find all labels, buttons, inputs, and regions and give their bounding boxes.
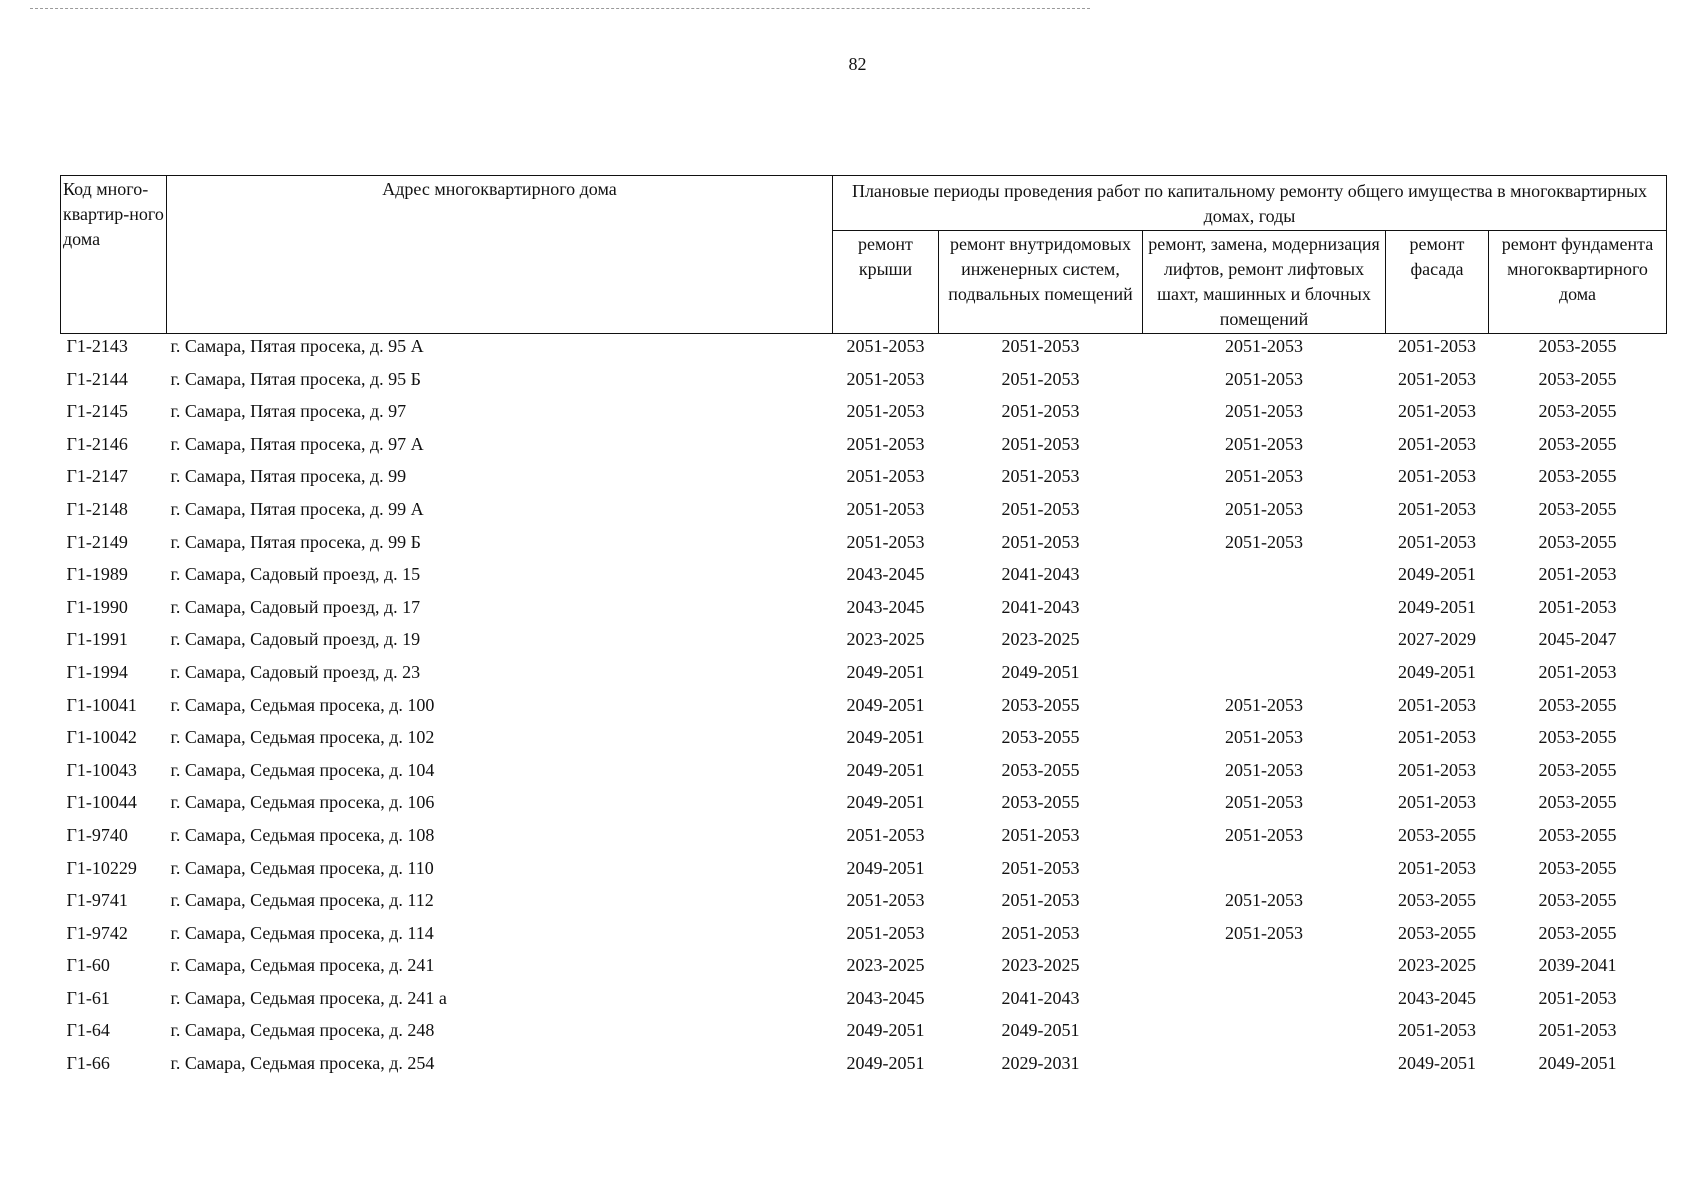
cell-address: г. Самара, Седьмая просека, д. 104 [170,759,435,780]
cell-roof: 2051-2053 [846,433,925,454]
cell-address: г. Самара, Пятая просека, д. 97 А [170,433,424,454]
cell-foundation: 2053-2055 [1538,466,1617,487]
cell-address: г. Самара, Пятая просека, д. 99 А [170,498,424,519]
table-row [61,466,1667,499]
table-row [61,434,1667,467]
cell-engineering: 2041-2043 [1001,596,1080,617]
cell-facade: 2027-2029 [1398,629,1476,650]
cell-address: г. Самара, Садовый проезд, д. 17 [170,596,421,617]
cell-elevators: 2051-2053 [1225,694,1303,715]
cell-foundation: 2053-2055 [1538,792,1617,813]
cell-address: г. Самара, Седьмая просека, д. 114 [170,922,434,943]
cell-engineering: 2051-2053 [1001,824,1080,845]
cell-facade: 2051-2053 [1398,694,1476,715]
cell-elevators: 2051-2053 [1225,368,1303,389]
cell-engineering: 2051-2053 [1001,368,1080,389]
cell-code: Г1-2147 [66,466,128,487]
cell-address: г. Самара, Седьмая просека, д. 248 [170,1020,435,1041]
cell-roof: 2049-2051 [846,1020,925,1041]
cell-roof: 2051-2053 [846,531,925,552]
scan-top-rule [30,8,1090,9]
table-row [61,858,1667,891]
table-row [61,727,1667,760]
cell-code: Г1-60 [66,955,110,976]
table-row [61,564,1667,597]
cell-engineering: 2051-2053 [1001,498,1080,519]
cell-facade: 2051-2053 [1398,401,1476,422]
cell-facade: 2051-2053 [1398,792,1476,813]
cell-roof: 2049-2051 [846,792,925,813]
cell-address: г. Самара, Седьмая просека, д. 100 [170,694,435,715]
table-row [61,792,1667,825]
cell-foundation: 2053-2055 [1538,401,1617,422]
cell-elevators [1143,1020,1386,1053]
cell-engineering: 2049-2051 [1001,661,1080,682]
cell-foundation: 2051-2053 [1538,596,1617,617]
cell-facade: 2051-2053 [1398,759,1476,780]
cell-roof: 2051-2053 [846,498,925,519]
cell-code: Г1-9740 [66,824,128,845]
cell-facade: 2051-2053 [1398,1020,1476,1041]
cell-foundation: 2053-2055 [1538,694,1617,715]
table-row [61,369,1667,402]
cell-elevators: 2051-2053 [1225,498,1303,519]
cell-foundation: 2051-2053 [1538,564,1617,585]
cell-foundation: 2051-2053 [1538,987,1617,1008]
cell-roof: 2051-2053 [846,401,925,422]
cell-code: Г1-1991 [66,629,128,650]
table-row [61,695,1667,728]
cell-engineering: 2041-2043 [1001,564,1080,585]
cell-engineering: 2053-2055 [1001,727,1080,748]
cell-engineering: 2051-2053 [1001,433,1080,454]
cell-elevators: 2051-2053 [1225,727,1303,748]
cell-code: Г1-1990 [66,596,128,617]
cell-elevators: 2051-2053 [1225,922,1303,943]
table-header [61,176,1667,334]
cell-foundation: 2053-2055 [1538,890,1617,911]
table-row [61,923,1667,956]
cell-engineering: 2051-2053 [1001,890,1080,911]
table-row [61,334,1667,369]
table-row [61,1020,1667,1053]
cell-facade: 2051-2053 [1398,336,1476,356]
cell-engineering: 2041-2043 [1001,987,1080,1008]
cell-elevators: 2051-2053 [1225,336,1303,356]
table-row [61,955,1667,988]
header-elevators: ремонт, замена, модернизация лифтов, ремонт лифтовых шахт, машинных и блочных помещений [1143,231,1386,334]
cell-facade: 2053-2055 [1398,824,1476,845]
header-code: Код много-квартир-ного дома [61,176,167,334]
cell-facade: 2049-2051 [1398,661,1476,682]
cell-elevators: 2051-2053 [1225,890,1303,911]
cell-engineering: 2053-2055 [1001,792,1080,813]
cell-elevators [1143,1053,1386,1086]
cell-engineering: 2049-2051 [1001,1020,1080,1041]
cell-address: г. Самара, Пятая просека, д. 95 Б [170,368,421,389]
cell-roof: 2023-2025 [846,955,925,976]
cell-elevators [1143,662,1386,695]
cell-code: Г1-10043 [66,759,137,780]
cell-roof: 2043-2045 [846,564,925,585]
cell-elevators: 2051-2053 [1225,759,1303,780]
cell-elevators [1143,955,1386,988]
cell-roof: 2049-2051 [846,661,925,682]
cell-address: г. Самара, Садовый проезд, д. 23 [170,661,421,682]
capital-repair-table [60,175,1667,1086]
table-row [61,988,1667,1021]
cell-roof: 2043-2045 [846,596,925,617]
cell-elevators [1143,858,1386,891]
cell-foundation: 2053-2055 [1538,922,1617,943]
cell-engineering: 2023-2025 [1001,629,1080,650]
header-address: Адрес многоквартирного дома [167,176,833,334]
cell-facade: 2043-2045 [1398,987,1476,1008]
header-periods-title: Плановые периоды проведения работ по капитальному ремонту общего имущества в многоквартирных домах, годы [833,176,1667,231]
cell-code: Г1-10041 [66,694,137,715]
cell-address: г. Самара, Седьмая просека, д. 241 а [170,987,447,1008]
cell-roof: 2049-2051 [846,727,925,748]
cell-roof: 2051-2053 [846,890,925,911]
cell-engineering: 2051-2053 [1001,401,1080,422]
cell-foundation: 2053-2055 [1538,531,1617,552]
cell-elevators: 2051-2053 [1225,531,1303,552]
cell-facade: 2053-2055 [1398,922,1476,943]
cell-code: Г1-2149 [66,531,128,552]
table-row [61,401,1667,434]
table-row [61,597,1667,630]
cell-elevators [1143,564,1386,597]
cell-address: г. Самара, Садовый проезд, д. 19 [170,629,421,650]
header-roof: ремонт крыши [833,231,939,334]
cell-engineering: 2051-2053 [1001,531,1080,552]
cell-foundation: 2053-2055 [1538,433,1617,454]
cell-address: г. Самара, Седьмая просека, д. 112 [170,890,434,911]
cell-facade: 2051-2053 [1398,531,1476,552]
cell-address: г. Самара, Садовый проезд, д. 15 [170,564,421,585]
page-number: 82 [848,54,867,74]
table-row [61,1053,1667,1086]
cell-roof: 2049-2051 [846,694,925,715]
cell-code: Г1-2146 [66,433,128,454]
table-row [61,760,1667,793]
header-foundation: ремонт фундамента многоквартирного дома [1489,231,1667,334]
cell-facade: 2049-2051 [1398,564,1476,585]
cell-address: г. Самара, Седьмая просека, д. 108 [170,824,435,845]
cell-engineering: 2023-2025 [1001,955,1080,976]
cell-facade: 2049-2051 [1398,1053,1476,1074]
cell-foundation: 2053-2055 [1538,857,1617,878]
cell-address: г. Самара, Пятая просека, д. 99 [170,466,407,487]
cell-foundation: 2039-2041 [1538,955,1617,976]
cell-facade: 2023-2025 [1398,955,1476,976]
cell-roof: 2051-2053 [846,368,925,389]
cell-code: Г1-64 [66,1020,110,1041]
cell-foundation: 2045-2047 [1538,629,1617,650]
cell-foundation: 2051-2053 [1538,661,1617,682]
header-row-1 [61,176,1667,231]
cell-roof: 2049-2051 [846,1053,925,1074]
cell-code: Г1-61 [66,987,110,1008]
cell-foundation: 2053-2055 [1538,759,1617,780]
cell-elevators: 2051-2053 [1225,401,1303,422]
cell-elevators: 2051-2053 [1225,792,1303,813]
cell-address: г. Самара, Седьмая просека, д. 102 [170,727,435,748]
cell-facade: 2051-2053 [1398,857,1476,878]
cell-address: г. Самара, Пятая просека, д. 99 Б [170,531,421,552]
cell-code: Г1-2144 [66,368,128,389]
cell-elevators [1143,597,1386,630]
cell-address: г. Самара, Пятая просека, д. 97 [170,401,407,422]
table-row [61,532,1667,565]
cell-code: Г1-9742 [66,922,128,943]
cell-roof: 2049-2051 [846,759,925,780]
cell-address: г. Самара, Седьмая просека, д. 254 [170,1053,435,1074]
cell-facade: 2051-2053 [1398,433,1476,454]
cell-foundation: 2053-2055 [1538,498,1617,519]
cell-facade: 2051-2053 [1398,498,1476,519]
table-row [61,825,1667,858]
cell-code: Г1-1994 [66,661,128,682]
table-row [61,629,1667,662]
cell-address: г. Самара, Седьмая просека, д. 110 [170,857,434,878]
cell-roof: 2051-2053 [846,922,925,943]
table-row [61,890,1667,923]
cell-foundation: 2053-2055 [1538,368,1617,389]
table-body [61,334,1667,1086]
cell-engineering: 2053-2055 [1001,759,1080,780]
cell-code: Г1-1989 [66,564,128,585]
cell-elevators [1143,988,1386,1021]
header-facade: ремонт фасада [1386,231,1489,334]
cell-foundation: 2053-2055 [1538,824,1617,845]
cell-engineering: 2051-2053 [1001,466,1080,487]
cell-code: Г1-2145 [66,401,128,422]
cell-facade: 2051-2053 [1398,727,1476,748]
cell-code: Г1-66 [66,1053,110,1074]
cell-engineering: 2051-2053 [1001,922,1080,943]
header-engineering: ремонт внутридомовых инженерных систем, подвальных помещений [939,231,1143,334]
cell-foundation: 2049-2051 [1538,1053,1617,1074]
cell-code: Г1-9741 [66,890,128,911]
cell-foundation: 2053-2055 [1538,727,1617,748]
table-row [61,499,1667,532]
cell-engineering: 2051-2053 [1001,857,1080,878]
cell-code: Г1-10044 [66,792,137,813]
cell-address: г. Самара, Седьмая просека, д. 241 [170,955,435,976]
cell-elevators: 2051-2053 [1225,824,1303,845]
table-row [61,662,1667,695]
cell-engineering: 2029-2031 [1001,1053,1080,1074]
cell-engineering: 2051-2053 [1001,336,1080,356]
cell-code: Г1-2148 [66,498,128,519]
cell-code: Г1-10229 [66,857,137,878]
cell-facade: 2051-2053 [1398,466,1476,487]
cell-elevators [1143,629,1386,662]
cell-roof: 2051-2053 [846,466,925,487]
cell-roof: 2043-2045 [846,987,925,1008]
cell-code: Г1-2143 [66,336,128,356]
cell-roof: 2049-2051 [846,857,925,878]
cell-facade: 2053-2055 [1398,890,1476,911]
cell-facade: 2049-2051 [1398,596,1476,617]
cell-engineering: 2053-2055 [1001,694,1080,715]
cell-address: г. Самара, Седьмая просека, д. 106 [170,792,435,813]
cell-code: Г1-10042 [66,727,137,748]
cell-facade: 2051-2053 [1398,368,1476,389]
cell-elevators: 2051-2053 [1225,466,1303,487]
cell-address: г. Самара, Пятая просека, д. 95 А [170,336,424,356]
cell-foundation: 2053-2055 [1538,336,1617,356]
cell-foundation: 2051-2053 [1538,1020,1617,1041]
cell-roof: 2051-2053 [846,824,925,845]
cell-elevators: 2051-2053 [1225,433,1303,454]
cell-roof: 2023-2025 [846,629,925,650]
cell-roof: 2051-2053 [846,336,925,356]
